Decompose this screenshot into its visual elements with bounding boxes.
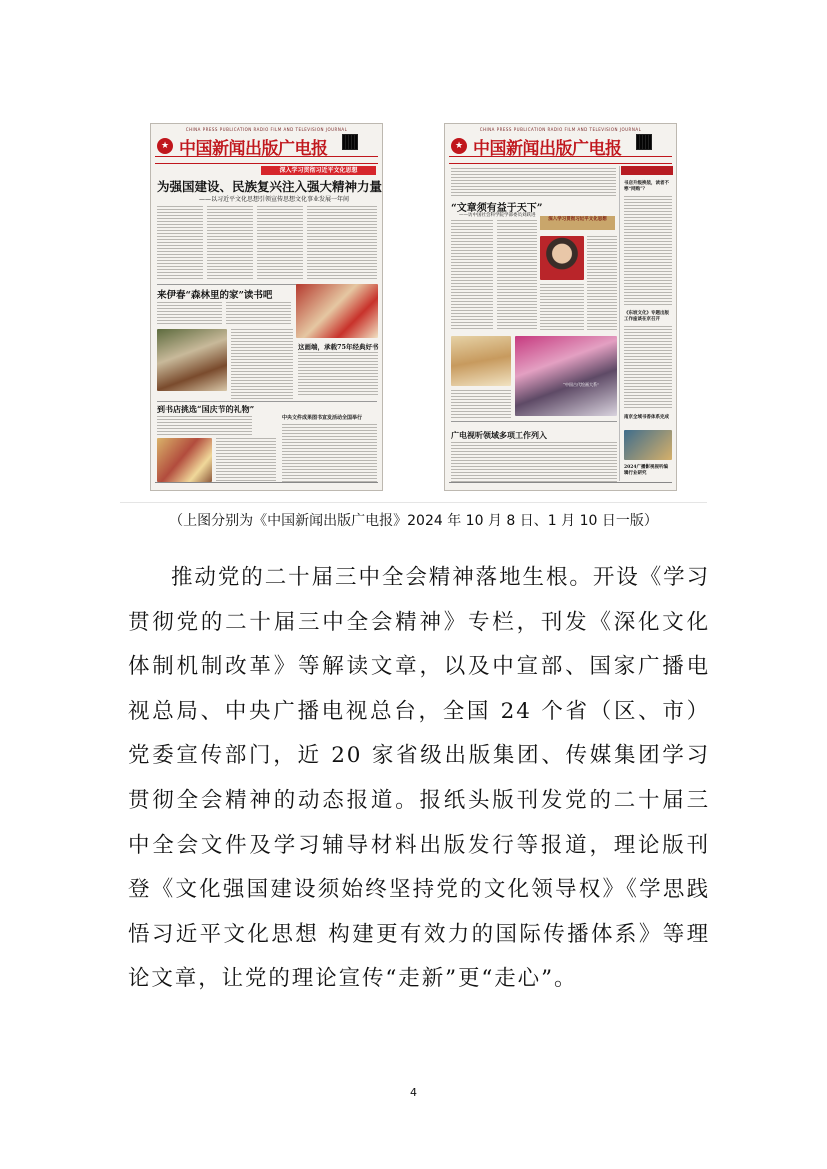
column-banner: 深入学习贯彻习近平文化思想	[261, 166, 376, 175]
lead-headline: “文章须有益于天下”	[451, 203, 543, 214]
qr-code-icon	[342, 134, 358, 150]
page-number: 4	[410, 1086, 417, 1099]
sidebar-photo	[624, 430, 672, 460]
page-footer-line	[449, 482, 672, 486]
section-divider	[157, 401, 377, 402]
article-text-column	[451, 220, 493, 330]
article-text-column	[497, 220, 537, 330]
article-text-column	[157, 416, 252, 436]
image-caption: （上图分别为《中国新闻出版广电报》2024 年 10 月 8 日、1 月 10 日一版）	[169, 513, 658, 529]
masthead-title: 中国新闻出版广电报	[179, 139, 328, 159]
article-text-column	[216, 438, 276, 482]
masthead-english: CHINA PRESS PUBLICATION RADIO FILM AND TELEVISION JOURNAL	[185, 127, 348, 132]
lead-headline: 为强国建设、民族复兴注入强大精神力量	[157, 179, 383, 194]
bookstore-visit-photo	[157, 438, 212, 482]
page-footer-line	[155, 482, 378, 486]
story-headline: 到书店挑选“国庆节的礼物”	[157, 404, 255, 414]
sidebar-text	[624, 196, 672, 306]
article-text-column	[540, 284, 584, 330]
article-text-column	[231, 329, 293, 399]
section-divider	[451, 421, 617, 422]
article-text-column	[157, 302, 222, 326]
article-text-column	[257, 206, 303, 281]
lead-subheadline: ——访中国社会科学院学部委员刘跃进	[459, 213, 536, 218]
newspaper-front-page-jan-10	[444, 123, 677, 491]
lead-subheadline: ——以习近平文化思想引领宣传思想文化事业发展一年间	[199, 196, 350, 203]
story-headline: 广电视听领域多项工作列入	[451, 430, 547, 440]
article-text-column	[157, 206, 203, 281]
article-text-column	[587, 236, 617, 331]
caption-divider	[120, 502, 707, 503]
masthead-english: CHINA PRESS PUBLICATION RADIO FILM AND TELEVISION JOURNAL	[479, 127, 642, 132]
article-text-column	[451, 168, 616, 198]
sidebar-banner	[621, 166, 673, 175]
newspaper-front-page-oct-8	[150, 123, 383, 491]
sidebar-headline: 南京全域书香体系完成	[624, 415, 669, 420]
reading-room-photo	[157, 329, 227, 391]
photo-caption: “中国古代绘画大系”	[563, 382, 600, 387]
article-text-column	[451, 442, 617, 482]
masthead-info-strip	[449, 156, 672, 164]
sidebar-headline: 2024广播影视视听编辑行业研究	[624, 465, 669, 476]
ancient-painting-photo	[451, 336, 511, 386]
interviewee-portrait-photo	[540, 236, 584, 280]
article-text-column	[298, 352, 378, 397]
story-headline: 中央文件成果图书宣发活动全国举行	[282, 415, 363, 421]
masthead-info-strip	[155, 156, 378, 164]
article-text-column	[307, 206, 377, 281]
article-text-column	[207, 206, 253, 281]
article-text-column	[282, 424, 377, 482]
story-headline: 来伊春“森林里的家”读书吧	[157, 290, 273, 301]
sidebar-text	[624, 326, 672, 410]
masthead-title: 中国新闻出版广电报	[473, 139, 622, 159]
column-banner: 深入学习贯彻习近平文化思想	[540, 216, 615, 230]
exhibition-hall-photo	[515, 336, 617, 416]
newspaper-emblem-icon: ★	[157, 138, 173, 154]
newspaper-emblem-icon: ★	[451, 138, 467, 154]
column-divider	[619, 166, 620, 481]
qr-code-icon	[636, 134, 652, 150]
sidebar-headline: 书店升级换装，读者不寒“网购”？	[624, 181, 669, 192]
body-paragraph: 推动党的二十届三中全会精神落地生根。开设《学习贯彻党的二十届三中全会精神》专栏，刊发《深化文化体制机制改革》等解读文章，以及中宣部、国家广播电视总局、中央广播电视总台，全国 24 个省（区、市）党委宣传部门，近 20 家省级出版集团、传媒集团学习贯彻全会精神的动态报道。报纸头版刊发党的二十届三中全会文件及学习辅导材料出版发行等报道，理论版刊登《文化强国建设须始终坚持党的文化领导权》《学思践悟习近平文化思想 构建更有效力的国际传播体系》等理论文章，让党的理论宣传“走新”更“走心”。	[128, 565, 710, 992]
sidebar-headline: 《东坡文化》专题出版工作座谈在京召开	[624, 311, 669, 322]
article-text-column	[451, 390, 511, 418]
story-headline: 这画端，承载75年经典好书	[298, 343, 379, 351]
bookstore-shelf-photo	[296, 284, 378, 338]
article-text-column	[226, 302, 291, 326]
